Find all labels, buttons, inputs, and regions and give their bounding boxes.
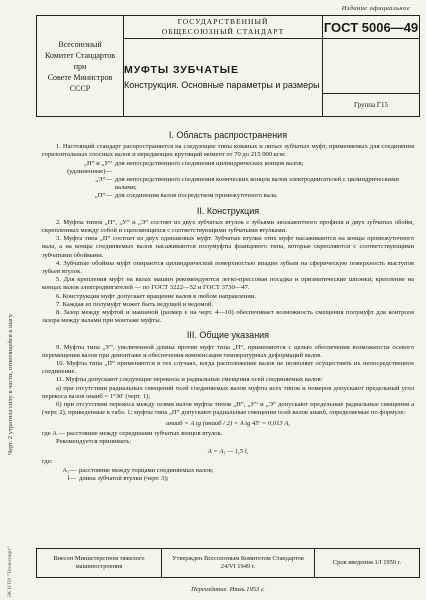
paragraph: 7. Каждая из полумуфт может быть ведущей и ведомой. — [56, 300, 214, 308]
organization-cell: Всесоюзный Комитет Стандартов при Совете Министров СССР — [37, 16, 124, 117]
definition-item: l— длина зубчатой втулки (черт. 3); — [67, 474, 169, 482]
paragraph: а) при отсутствии радиальных смещений осей соединяемых валов муфты всех типов и номеров допускают предельный угол перекоса валов αнаиб = 1°30′ (черт. 1); — [42, 384, 414, 400]
paragraph: 2. Муфты типов „Н“, „У“ и „Э“ состоят из двух зубчатых втулок с зубьями эвольвентного профиля и двух зубчатых обойм, скрепленных между собой и сцепляющихся с соответствующими зубчатыми втулками. — [42, 218, 414, 235]
paragraph: 10. Муфты типа „П“ применяются в тех случаях, когда расположение валов не позволяет осуществить их непосредственное соединение. — [42, 360, 414, 376]
paragraph: 4. Зубчатые обоймы муфт опираются цилиндрической поверхностью впадин зубьев на сферическую поверхность выступов зубьев втулок. — [42, 259, 414, 276]
paragraph: 11. Муфты допускают следующие перекосы и радиальные смещения осей соединяемых валов: — [56, 376, 323, 384]
edition-label: Издание официальное — [341, 5, 410, 12]
paragraph: 3. Муфта типа „П“ состоит из двух одинаковых муфт. Зубчатые втулки этих муфт насаживаются на концы промежуточного вала, а на концы соединяемых валов насаживаются полумуфты фланцевого типа, которые скрепляются с соответствующими зубчатыми обоймами. — [42, 235, 414, 259]
paragraph: где: — [42, 458, 53, 466]
archive-stamp: ЭК НТИ "Техэксперт" — [7, 546, 13, 598]
paragraph: б) при отсутствии перекоса между осями валов муфты типов „Н“, „У“ и „Э“ допускают предельные радиальные смещения a (черт. 2), приведенные в табл. 1; муфты типа „П“ допускают радиальные смещения осей валов aнаиб, определяемые по формуле: — [42, 401, 414, 417]
title-cell — [124, 39, 323, 117]
formula: aнаиб = A tg (αнаиб / 2) = A tg 45′ = 0,013 A, — [166, 419, 290, 427]
section-heading: I. Область распространения — [168, 130, 288, 140]
definition-item: „П“— для соединения валов посредством промежуточного вала. — [94, 192, 278, 200]
paragraph: 9. Муфты типа „У“, увеличенной длины против муфт типа „Н“, применяются с целью обеспечения возможности осевого перемещения валов при демонтаже и обеспечения компенсации температурных деформаций валов. — [42, 343, 414, 359]
definition-item: „Э“— для непосредственного соединения конических концов валов электродвигателей с цилиндрическими валами; — [95, 176, 399, 192]
approval-info: Утвержден Всесоюзным Комитетом Стандартов 24/VI 1949 г. — [162, 549, 315, 578]
paragraph: 5. Для крепления муфт на валах машин рекомендуются легко-прессовая посадка и призматические шпонки; крепление на концах валов электродвигателей — по ГОСТ 3222—52 и ГОСТ 3730—47. — [42, 276, 414, 292]
document-page — [36, 0, 420, 600]
paragraph: 1. Настоящий стандарт распространяется на следующие типы кованых и литых зубчатых муфт, применяемых для соединения горизонтальных соосных валов и передающих крутящий момент от 70 до 215 000 кгм: — [42, 143, 414, 159]
section-heading: II. Конструкция — [196, 205, 260, 216]
paragraph: 6. Конструкция муфт допускает вращение валов в любом направлении. — [56, 292, 257, 300]
effective-date: Срок введения 1/I 1950 г. — [315, 549, 420, 578]
title-block — [36, 15, 420, 117]
paragraph: где A — расстояние между серединами зубчатых венцов втулок. — [42, 429, 223, 437]
reprint-note: Переиздание. Июль 1953 г. — [191, 586, 265, 593]
definition-item: „Н“ и „У“ (удлиненные)— для непосредственного соединения цилиндрических концов валов; — [67, 159, 304, 175]
formula: A = A₁ — 1,5 l, — [207, 448, 249, 456]
footer-block — [36, 548, 420, 578]
section-heading: III. Общие указания — [186, 330, 270, 341]
gost-number: ГОСТ 5006—49 — [323, 16, 420, 39]
introduced-by: Внесен Министерством тяжелого машиностроения — [37, 549, 162, 578]
page-title: МУФТЫ ЗУБЧАТЫЕ — [124, 64, 240, 76]
document-body — [42, 125, 414, 483]
page-subtitle: Конструкция. Основные параметры и размеры — [124, 80, 320, 90]
definition-item: A₁— расстояние между торцами соединяемых валов; — [62, 466, 214, 474]
side-note: Черт. 2 утратила силу в части, относящейся к шагу — [7, 314, 14, 455]
paragraph: Рекомендуется принимать: — [56, 437, 132, 445]
paragraph: 8. Зазор между муфтой и машиной (размер e на черт. 4—10) обеспечивает возможность смещения полумуфт для контроля зазора между валами при монтаже муфты. — [42, 309, 414, 325]
side-margin — [3, 0, 27, 600]
group-code: Группа Г15 — [323, 94, 420, 117]
standard-type: ГОСУДАРСТВЕННЫЙ ОБЩЕСОЮЗНЫЙ СТАНДАРТ — [124, 16, 323, 39]
